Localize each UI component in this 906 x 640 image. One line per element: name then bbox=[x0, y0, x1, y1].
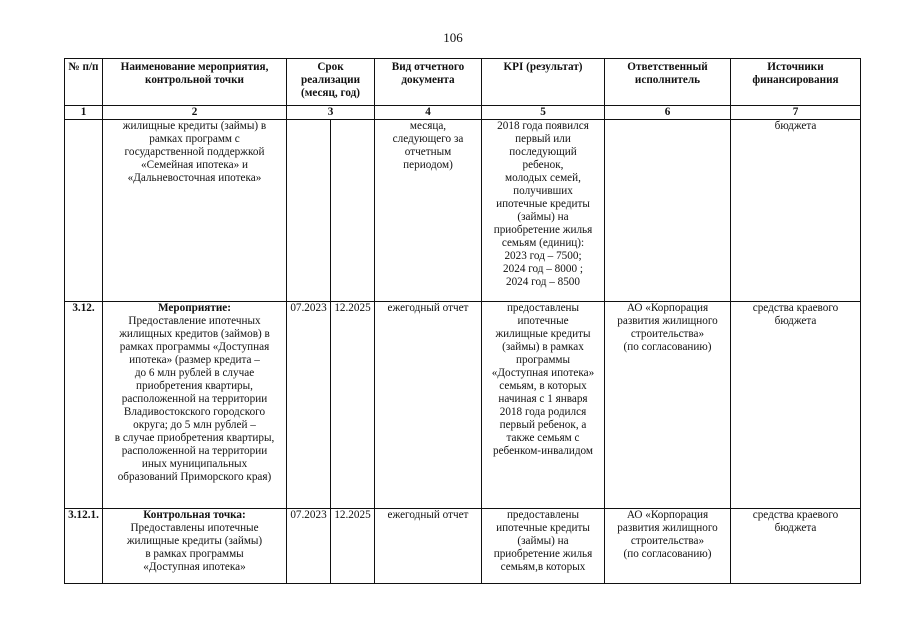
end-date-cell: 12.2025 bbox=[331, 302, 375, 509]
cell-line: отчетным bbox=[404, 146, 452, 158]
cell-line: семьям,в которых bbox=[500, 561, 586, 573]
start-date-cell: 07.2023 bbox=[287, 302, 331, 509]
cell-line: округа; до 5 млн рублей – bbox=[133, 419, 256, 431]
cell-line: 2024 год – 8000 ; bbox=[503, 263, 583, 275]
table-header-row bbox=[65, 59, 861, 106]
cell-line: бюджета bbox=[774, 120, 817, 132]
cell-line: последующий bbox=[509, 146, 577, 158]
cell-line: жилищные кредиты (займы) bbox=[126, 535, 263, 547]
table-row bbox=[65, 302, 861, 509]
column-number: 6 bbox=[605, 106, 731, 120]
cell-line: жилищные кредиты bbox=[495, 328, 591, 340]
row-number: 3.12.1. bbox=[65, 509, 103, 584]
row-number: 3.12. bbox=[65, 302, 103, 509]
cell-line: приобретение жилья bbox=[493, 224, 593, 236]
cell-line: «Семейная ипотека» и bbox=[141, 159, 248, 171]
cell-line: расположенной на территории bbox=[121, 445, 268, 457]
report-document-cell bbox=[375, 509, 482, 584]
cell-line: в случае приобретения квартиры, bbox=[114, 432, 275, 444]
funding-cell bbox=[731, 509, 861, 584]
cell-line: жилищных кредитов (займов) в bbox=[119, 328, 270, 340]
cell-line: в рамках программы bbox=[145, 548, 244, 560]
cell-line: программы bbox=[516, 354, 570, 366]
cell-line: строительства» bbox=[630, 535, 705, 547]
cell-line: иных муниципальных bbox=[141, 458, 248, 470]
kpi-cell bbox=[482, 509, 605, 584]
page-number: 106 bbox=[443, 30, 463, 45]
cell-line: АО «Корпорация bbox=[626, 302, 709, 314]
cell-line: жилищные кредиты (займы) в bbox=[122, 120, 267, 132]
table-row bbox=[65, 120, 861, 302]
cell-line: «Доступная ипотека» bbox=[143, 561, 246, 573]
cell-line: периодом) bbox=[403, 159, 453, 171]
cell-line: Предоставлены ипотечные bbox=[130, 522, 259, 534]
column-number: 3 bbox=[287, 106, 375, 120]
cell-line: ежегодный отчет bbox=[387, 509, 469, 521]
cell-line: строительства» bbox=[630, 328, 705, 340]
cell-line: развития жилищного bbox=[617, 522, 718, 534]
responsible-cell bbox=[605, 509, 731, 584]
responsible-cell bbox=[605, 302, 731, 509]
cell-line: развития жилищного bbox=[617, 315, 718, 327]
cell-line: «Доступная ипотека» bbox=[491, 367, 595, 379]
cell-line: рамках программ с bbox=[149, 133, 240, 145]
funding-cell bbox=[731, 302, 861, 509]
cell-line: «Дальневосточная ипотека» bbox=[127, 172, 262, 184]
cell-line: до 6 млн рублей в случае bbox=[134, 367, 255, 379]
header-kpi: KPI (результат) bbox=[482, 59, 605, 106]
cell-line: рамках программы «Доступная bbox=[119, 341, 270, 353]
cell-line: приобретения квартиры, bbox=[136, 380, 253, 392]
cell-line: первый или bbox=[515, 133, 571, 145]
header-responsible: Ответственный исполнитель bbox=[605, 59, 731, 106]
cell-line: молодых семей, bbox=[505, 172, 581, 184]
column-number: 5 bbox=[482, 106, 605, 120]
cell-line: АО «Корпорация bbox=[626, 509, 709, 521]
cell-line: ежегодный отчет bbox=[387, 302, 469, 314]
cell-line: средства краевого bbox=[752, 509, 839, 521]
header-period: Срок реализации (месяц, год) bbox=[287, 59, 375, 106]
measure-name-cell: Мероприятие: Предоставление ипотечных жилищных кредитов (займов) в рамках программы «Доступная ипотека» (размер кредита – до 6 млн рублей в случае приобретения квартиры, расположенной на территории Владивостокского городского округа; до 5 млн рублей – в случае приобретения квартиры, расположенной на территории иных муниципальных образований Приморского края) bbox=[103, 302, 287, 509]
kpi-cell bbox=[482, 120, 605, 302]
column-number: 2 bbox=[103, 106, 287, 120]
cell-line: образований Приморского края) bbox=[117, 471, 272, 483]
cell-line: бюджета bbox=[774, 522, 817, 534]
cell-line: 2024 год – 8500 bbox=[505, 276, 580, 288]
cell-line: 2018 года родился bbox=[499, 406, 587, 418]
cell-line: ипотечные кредиты bbox=[496, 198, 590, 210]
cell-line: семьям (единиц): bbox=[501, 237, 585, 249]
cell-line: средства краевого bbox=[752, 302, 839, 314]
cell-line: месяца, bbox=[409, 120, 447, 132]
header-name: Наименование мероприятия, контрольной точки bbox=[103, 59, 287, 106]
end-date-cell bbox=[331, 120, 375, 302]
column-number: 1 bbox=[65, 106, 103, 120]
cell-line: бюджета bbox=[774, 315, 817, 327]
cell-line: семьям, в которых bbox=[499, 380, 587, 392]
cell-line: государственной поддержкой bbox=[124, 146, 265, 158]
end-date-cell: 12.2025 bbox=[331, 509, 375, 584]
cell-line: ипотечные кредиты bbox=[496, 522, 590, 534]
column-number: 4 bbox=[375, 106, 482, 120]
column-number-row bbox=[65, 106, 861, 120]
cell-line: ребенок, bbox=[522, 159, 564, 171]
cell-line: (по согласованию) bbox=[623, 548, 712, 560]
row-number bbox=[65, 120, 103, 302]
cell-line: Владивостокского городского bbox=[123, 406, 266, 418]
cell-line: первый ребенок, а bbox=[499, 419, 587, 431]
cell-line: приобретение жилья bbox=[493, 548, 593, 560]
measures-table bbox=[64, 58, 861, 584]
cell-line: 2018 года появился bbox=[497, 120, 589, 132]
start-date-cell: 07.2023 bbox=[287, 509, 331, 584]
cell-line: получивших bbox=[513, 185, 573, 197]
cell-line: расположенной на территории bbox=[121, 393, 268, 405]
cell-line: предоставлены bbox=[506, 302, 580, 314]
header-document: Вид отчетного документа bbox=[375, 59, 482, 106]
funding-cell bbox=[731, 120, 861, 302]
cell-line: также семьям с bbox=[506, 432, 580, 444]
cell-line: Предоставление ипотечных bbox=[128, 315, 261, 327]
responsible-cell bbox=[605, 120, 731, 302]
cell-line: следующего за bbox=[392, 133, 464, 145]
kpi-cell bbox=[482, 302, 605, 509]
report-document-cell bbox=[375, 120, 482, 302]
cell-line: ипотека» (размер кредита – bbox=[129, 354, 260, 366]
header-num: № п/п bbox=[65, 59, 103, 106]
cell-line: (по согласованию) bbox=[623, 341, 712, 353]
measure-name-cell: Контрольная точка: Предоставлены ипотечные жилищные кредиты (займы) в рамках программы «Доступная ипотека» bbox=[103, 509, 287, 584]
cell-line: (займы) на bbox=[517, 535, 569, 547]
table-row bbox=[65, 509, 861, 584]
cell-line: предоставлены bbox=[506, 509, 580, 521]
report-document-cell bbox=[375, 302, 482, 509]
cell-line: 2023 год – 7500; bbox=[504, 250, 582, 262]
measure-name-cell bbox=[103, 120, 287, 302]
cell-line: (займы) на bbox=[517, 211, 569, 223]
cell-line: ипотечные bbox=[517, 315, 569, 327]
cell-line: (займы) в рамках bbox=[502, 341, 584, 353]
cell-line: начиная с 1 января bbox=[498, 393, 588, 405]
header-funding: Источники финансирования bbox=[731, 59, 861, 106]
column-number: 7 bbox=[731, 106, 861, 120]
start-date-cell bbox=[287, 120, 331, 302]
cell-line: ребенком-инвалидом bbox=[492, 445, 593, 457]
